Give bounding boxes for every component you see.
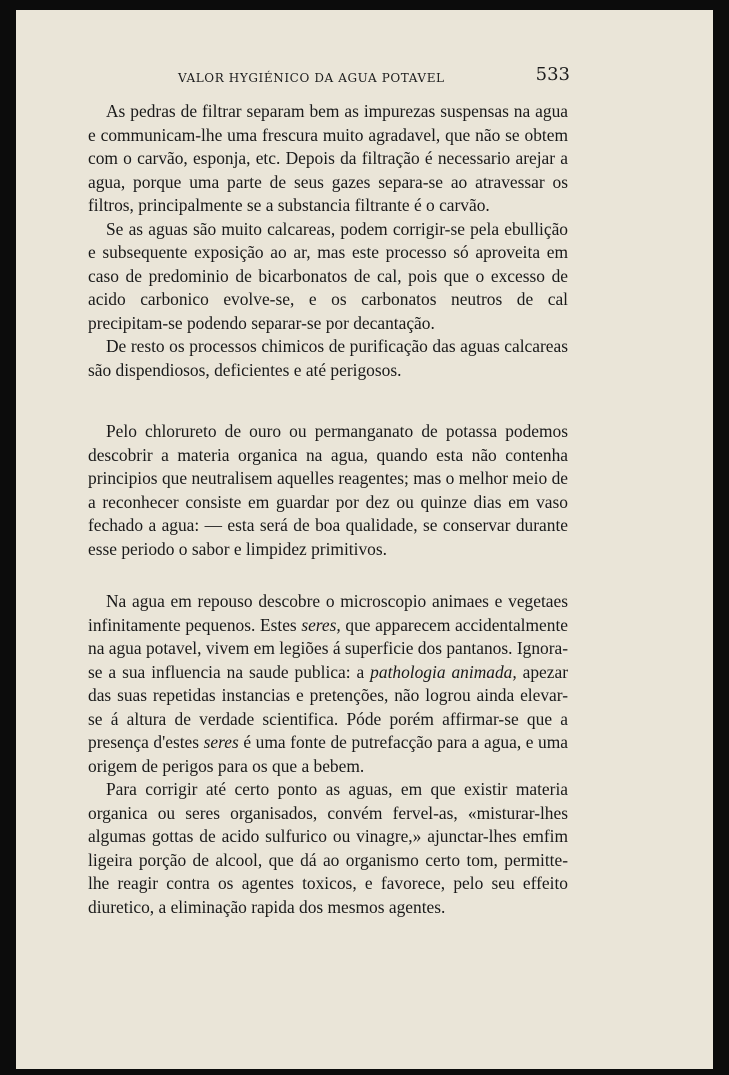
- italic-term: seres,: [301, 614, 341, 635]
- text-block-organic-matter: [88, 420, 568, 561]
- paragraph: Para corrigir até certo ponto as aguas, em que existir materia organica ou seres organisados, convém fervel-as, «misturar-lhes algumas gottas de acido sulfurico ou vinagre,» ajunctar-lhes emfim ligeira porção de alcool, que dá ao organismo certo tom, permitte-lhe reagir contra os agentes toxicos, e favorece, pelo seu effeito diuretico, a eliminação rapida dos mesmos agentes.: [88, 779, 568, 917]
- paragraph: De resto os processos chimicos de purificação das aguas calcareas são dispendiosos, deficientes e até perigosos.: [88, 336, 568, 380]
- text-run: apezar das suas repetidas instancias e pretenções, não logrou ainda elevar-se á altura de verdade scientifica. Póde porém affirmar-se que a presença d'estes: [88, 661, 568, 752]
- text-block-filtration: [88, 100, 568, 382]
- text-block-microscope: [88, 590, 568, 919]
- italic-term: pathologia animada,: [370, 661, 517, 682]
- paragraph: [88, 590, 568, 778]
- italic-term: seres: [203, 732, 239, 752]
- page-number: 533: [535, 64, 570, 85]
- text-run: é uma fonte de putrefacção para a agua, e uma origem de perigos para os que a bebem.: [88, 732, 569, 776]
- page-header: [178, 64, 570, 90]
- scan-border: [0, 0, 729, 10]
- running-title: VALOR HYGIÉNICO DA AGUA POTAVEL: [178, 71, 445, 85]
- paragraph: As pedras de filtrar separam bem as impurezas suspensas na agua e communicam-lhe uma frescura muito agradavel, que não se obtem com o carvão, esponja, etc. Depois da filtração é necessario arejar a agua, porque uma parte de seus gazes separa-se ao atravessar os filtros, principalmente se a substancia filtrante é o carvão.: [88, 101, 568, 215]
- text-run: Na agua em repouso descobre o microscopio animaes e vegetaes infinitamente pequenos. Estes: [88, 591, 568, 635]
- text-run: que apparecem accidentalmente na agua potavel, vivem em legiões á superficie dos pantanos. Ignora-se a sua influencia na saude publica: a: [88, 614, 569, 682]
- paragraph: Se as aguas são muito calcareas, podem corrigir-se pela ebullição e subsequente exposição ao ar, mas este processo só aproveita em caso de predominio de bicarbonatos de cal, pois que o excesso de acido carbonico evolve-se, e os carbonatos neutros de cal precipitam-se podendo separar-se por decantação.: [88, 218, 568, 333]
- paragraph: Pelo chlorureto de ouro ou permanganato de potassa podemos descobrir a materia organica na agua, quando esta não contenha principios que neutralisem aquelles reagentes; mas o melhor meio de a reconhecer consiste em guardar por dez ou quinze dias em vaso fechado a agua: — esta será de boa qualidade, se conservar durante esse periodo o sabor e limpidez primitivos.: [88, 421, 568, 559]
